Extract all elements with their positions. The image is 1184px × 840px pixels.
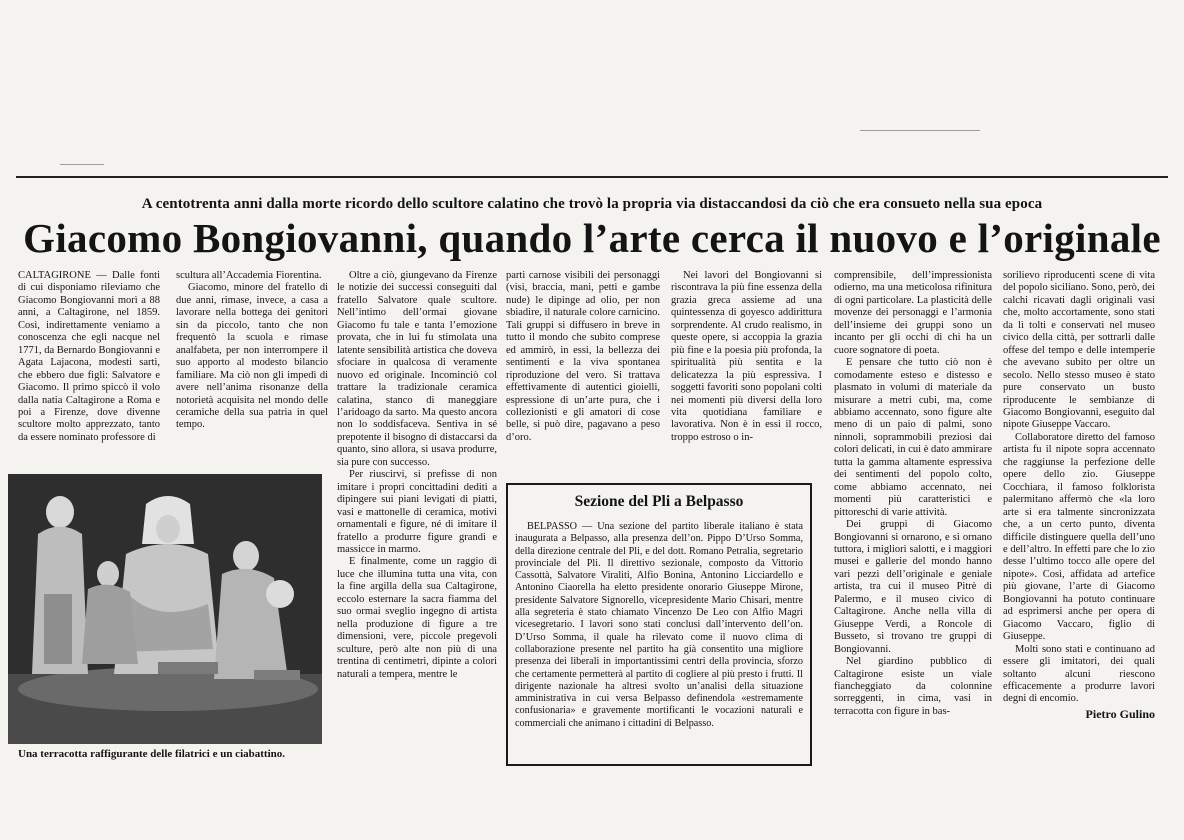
paragraph: Collaboratore diretto del famoso artista fu il nipote sopra accennato che raggiunse la perfezione delle opere dello zio. Giuseppe Cocchiara, il famoso folklorista palermitano affermò che «la loro arte si era talmente sincronizzata che, a un certo punto, diventa difficile distinguere quella dell’uno e dell’altro. In effetti pare che lo zio desse l’ultimo tocco alle opere del nipote». Così, affidata ad artefice più giovane, l’arte di Giacomo Bongiovanni ha potuto continuare ad esprimersi anche per opera di Giacomo Vaccaro, figlio di Giuseppe. bbox=[1003, 431, 1155, 643]
paragraph: Nei lavori del Bongiovanni si riscontrava la più fine essenza della grazia greca assieme ad una quintessenza di goyesco addirittura sorprendente. Al crudo realismo, in queste opere, si accoppia la grazia più fine e la poesia più profonda, la spiritualità più sentita e la delicatezza la più espressiva. I soggetti favoriti sono popolani colti nei momenti più diversi della loro vita quotidiana familiare e lavorativa. Non è in essi il rocco, troppo estroso o in- bbox=[671, 270, 822, 443]
article-column-3 bbox=[337, 270, 497, 770]
article-headline: Giacomo Bongiovanni, quando l’arte cerca il nuovo e l’originale bbox=[23, 215, 1161, 261]
article-column-2 bbox=[176, 270, 328, 466]
photo-caption: Una terracotta raffigurante delle filatrici e un ciabattino. bbox=[18, 748, 285, 760]
byline: Pietro Gulino bbox=[1085, 706, 1155, 721]
paragraph: Giacomo, minore del fratello di due anni, rimase, invece, a casa a lavorare nella bottega dei genitori sin da piccolo, tanto che non frequentò la scuola e rimase analfabeta, per non interrompere il suo apporto al modesto bilancio familiare. Ma ciò non gli impedì di avere nell’anima risonanze della notorietà acquisita nel mondo delle ceramiche della sua patria in quel tempo. bbox=[176, 282, 328, 431]
sidebar-news-box bbox=[506, 483, 812, 766]
article-column-5 bbox=[671, 270, 822, 468]
sidebar-box-title: Sezione del Pli a Belpasso bbox=[574, 493, 744, 510]
article-column-4 bbox=[506, 270, 660, 468]
terracotta-figures-illustration bbox=[8, 474, 322, 744]
paragraph: Molti sono stati e continuano ad essere gli imitatori, dei quali soltanto alcuni riescono efficacemente a produrre lavori degni di encomio. bbox=[1003, 643, 1155, 705]
paragraph: Nel giardino pubblico di Caltagirone esiste un viale fiancheggiato da colonnine sorreggenti, in cima, vasi in terracotta con figure in bas- bbox=[834, 656, 992, 717]
paragraph: E pensare che tutto ciò non è comodamente esteso e distesso e plasmato in volumi di materiale da misurare a metri cubi, ma, come abbiamo accennato, sono figure alte meno di un paio di palmi, sono ninnoli, soprammobili preziosi dai colori delicati, in cui è dato ammirare tutta la gamma altamente espressiva dei sentimenti del popolo colto, come abbiamo accennato, nei momenti più caratteristici e pittoreschi di varie attività. bbox=[834, 357, 992, 518]
paragraph: Per riuscirvi, si prefisse di non imitare i propri concittadini dediti a dipingere sui piani levigati di piatti, vasi e mattonelle di ceramica, motivi ornamentali e figure, né di imitare il fratello a produrre figure grandi e massicce in marmo. bbox=[337, 469, 497, 555]
paragraph: scultura all’Accademia Fiorentina. bbox=[176, 270, 322, 281]
article-column-6 bbox=[834, 270, 992, 772]
paragraph: comprensibile, dell’impressionista odierno, ma una meticolosa rifinitura di ogni particolare. La plasticità delle movenze dei personaggi e l’armonia dell’insieme dei gruppi sono un incanto per gli occhi di chi ha un cuore sognatore di poeta. bbox=[834, 270, 992, 356]
paragraph: CALTAGIRONE — Dalle fonti di cui disponiamo rileviamo che Giacomo Bongiovanni morì a 88 anni, a Caltagirone, nel 1859. Così, indirettamente veniamo a conoscenza che egli nacque nel 1771, da Bernardo Bongiovanni e Agata Lajacona, modesti sarti, che ebbero due figli: Salvatore e Giacomo. Il primo spiccò il volo dalla natia Caltagirone a Roma e poi a Firenze, dove divenne scultore molto apprezzato, tanto da essere nominato professore di bbox=[18, 270, 160, 443]
paragraph: Dei gruppi di Giacomo Bongiovanni si ornarono, e si ornano tuttora, i migliori salotti, e i maggiori musei e gallerie del mondo hanno vari pezzi dell’originale e geniale artista, tra cui il museo Pitrè di Palermo, e il museo civico di Caltagirone. Anche nella villa di Giuseppe Verdi, a Roncole di Busseto, si trovano tre gruppi di Bongiovanni. bbox=[834, 519, 992, 655]
article-column-1 bbox=[18, 270, 160, 466]
sidebar-box-body bbox=[515, 521, 803, 730]
paragraph: Oltre a ciò, giungevano da Firenze le notizie dei successi conseguiti dal fratello Salvatore quale scultore. Nell’intimo dell’ormai giovane Giacomo fu tale e tanta l’emozione provata, che in lui fu stimolata una latente sensibilità artistica che doveva sfociare in qualcosa di veramente nuovo ed originale. Incominciò col trattare la tradizionale ceramica calatina, stanco di maneggiare l’aridoago da sarto. Ma questo ancora non lo soddisfaceva. Sentiva in sé prepotente il bisogno di distaccarsi da quanto, sino allora, si usava produrre, sia pure con successo. bbox=[337, 270, 497, 468]
article-column-7 bbox=[1003, 270, 1155, 790]
paragraph: BELPASSO — Una sezione del partito liberale italiano è stata inaugurata a Belpasso, alla presenza dell’on. Pippo D’Urso Somma, della direzione centrale del Pli, e del dott. Romano Petralia, segretario provinciale del Pli. Il direttivo sezionale, composto da Vittorio Cassottà, Salvatore Viraliti, Alfio Bonina, Antonino Licciardello e Antonino Ciaorella ha eletto presidente onorario Giuseppe Mirone, presidente Salvatore Signorello, vicepresidente Mario Chisari, mentre alla segreteria è stato chiamato Vincenzo De Leo con Alfio Magrì vicesegretario. I lavori sono stati conclusi dall’intervento dell’on. D’Urso Somma, il quale ha rilevato come il nuovo clima di collaborazione presente nel partito ha già consentito una migliore presenza dei liberali in importantissimi centri della provincia, sforzo che certamente permetterà al partito di cogliere al più presto i frutti. Il dirigente nazionale ha altresì svolto un’analisi della situazione amministrativa in cui versa Belpasso definendola «estremamente confusionaria» e gravemente mortificanti le vocazioni naturali e commerciali che animano i cittadini di Belpasso. bbox=[515, 521, 803, 729]
paragraph: sorilievo riproducenti scene di vita del popolo siciliano. Sono, però, dei calchi ricavati dagli originali vasi che, molto accortamente, sono stati da lì tolti e conservati nel museo civico della città, per sottrarli dalle offese del tempo e delle intemperie che avevano subito per oltre un secolo. Nello stesso museo è stato pure conservato un busto riproducente le sembianze di Giacomo Bongiovanni, eseguito dal nipote Giuseppe Vaccaro. bbox=[1003, 270, 1155, 431]
scan-speck bbox=[860, 130, 980, 131]
article-kicker: A centotrenta anni dalla morte ricordo dello scultore calatino che trovò la propria via distaccandosi da ciò che era consueto nella sua epoca bbox=[141, 196, 1043, 212]
paragraph: parti carnose visibili dei personaggi (visi, braccia, mani, petti e gambe nude) le dipinge ad olio, per non sbiadire, il naturale colore carnicino. Tali gruppi si diffusero in breve in tutto il mondo che subito comprese ed ammirò, in essi, la bellezza dei sentimenti e la viva spontanea riproduzione del vero. Si trattava effettivamente di autentici gioielli, espressione di un’arte pura, che i collezionisti e gli amatori di cose belle, si può dire, pagavano a peso d’oro. bbox=[506, 270, 660, 443]
scan-speck bbox=[60, 164, 104, 165]
terracotta-photo bbox=[8, 474, 322, 744]
paragraph: E finalmente, come un raggio di luce che illumina tutta una vita, con la fine argilla della sua Caltagirone, eccolo esternare la sacra fiamma del suo ormai sveglio ingegno di artista nella produzione di figure a tre dimensioni, vere, piccole pregevoli sculture, però alte non più di una trentina di centimetri, dipinte a colori naturali a tempera, mentre le bbox=[337, 556, 497, 680]
top-rule bbox=[16, 176, 1168, 178]
